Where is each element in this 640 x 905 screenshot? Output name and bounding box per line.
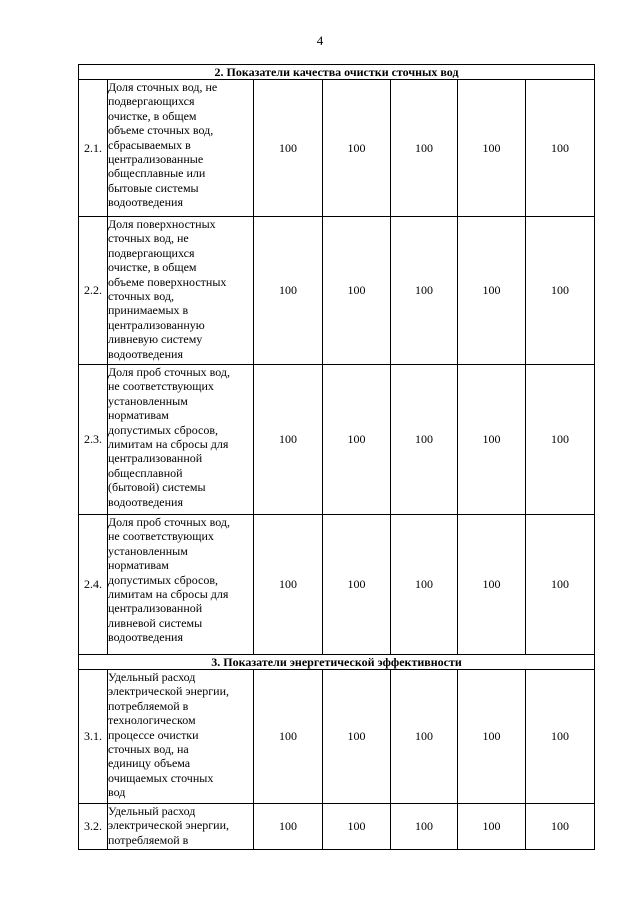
description-line: очистке, в общем [108,260,197,275]
description-line: водоотведения [108,346,183,361]
description-line: объеме сточных вод, [108,123,214,138]
indicator-value: 100 [526,804,595,850]
description-line: централизованной [108,451,203,466]
indicator-description [108,670,254,804]
description-line: процессе очистки [108,727,199,742]
description-line: Удельный расход [108,804,196,818]
indicator-value: 100 [526,365,595,515]
row-number: 2.4. [79,515,108,655]
indicator-value: 100 [323,365,391,515]
description-line: потребляемой в [108,698,189,713]
description-line: лимитам на сбросы для [108,587,229,602]
description-line: нормативам [108,558,169,573]
page-number: 4 [316,33,324,48]
description-line: нормативам [108,408,169,423]
description-line: ливневую систему [108,332,203,347]
description-line: установленным [108,393,188,408]
indicator-description [108,804,254,850]
description-line: бытовые системы [108,180,199,195]
description-line: сточных вод, [108,289,174,304]
indicator-value: 100 [391,217,458,365]
description-line: централизованную [108,317,205,332]
indicator-value: 100 [254,804,323,850]
indicator-value: 100 [391,804,458,850]
description-line: принимаемых в [108,303,189,318]
table-row [79,804,595,850]
description-line: Удельный расход [108,670,196,684]
indicator-description [108,217,254,365]
section-title: 2. Показатели качества очистки сточных вод [79,65,595,80]
indicator-value: 100 [323,80,391,217]
description-line: сбрасываемых в [108,137,191,152]
indicator-description [108,515,254,655]
indicator-value: 100 [323,804,391,850]
description-line: электрической энергии, [108,818,230,833]
indicator-value: 100 [323,217,391,365]
description-line: очистке, в общем [108,108,197,123]
description-line: не соответствующих [108,379,214,394]
section-header-row [79,65,595,80]
description-line: установленным [108,543,188,558]
description-line: технологическом [108,713,196,728]
indicator-value: 100 [391,80,458,217]
indicator-value: 100 [391,515,458,655]
indicator-value: 100 [391,670,458,804]
description-line: не соответствующих [108,529,214,544]
indicator-value: 100 [458,804,526,850]
indicator-value: 100 [458,80,526,217]
description-line: вод [108,785,126,800]
description-line: потребляемой в [108,832,189,847]
description-line: (бытовой) системы [108,480,206,495]
description-line: допустимых сбросов, [108,572,219,587]
row-number: 2.2. [79,217,108,365]
indicator-value: 100 [254,670,323,804]
description-line: Доля проб сточных вод, [108,515,231,529]
description-line: общесплавной [108,465,183,480]
indicator-value: 100 [458,515,526,655]
indicator-value: 100 [323,515,391,655]
table-row [79,80,595,217]
indicator-value: 100 [458,365,526,515]
description-line: общесплавные или [108,166,206,181]
indicators-table [78,64,595,850]
indicator-value: 100 [458,217,526,365]
row-number: 2.3. [79,365,108,515]
indicator-description [108,365,254,515]
section-title: 3. Показатели энергетической эффективности [79,655,595,670]
indicator-value: 100 [323,670,391,804]
description-line: лимитам на сбросы для [108,437,229,452]
section-header-row [79,655,595,670]
description-line: единицу объема [108,756,191,771]
row-number: 3.1. [79,670,108,804]
description-line: централизованные [108,152,204,167]
table-row [79,515,595,655]
indicator-value: 100 [526,515,595,655]
indicator-value: 100 [526,217,595,365]
description-line: водоотведения [108,494,183,509]
description-line: подвергающихся [108,245,195,260]
description-line: допустимых сбросов, [108,422,219,437]
description-line: сточных вод, на [108,742,189,757]
table-row [79,670,595,804]
description-line: водоотведения [108,630,183,645]
description-line: очищаемых сточных [108,770,214,785]
description-line: Доля сточных вод, не [108,80,218,94]
indicator-value: 100 [254,365,323,515]
indicator-value: 100 [391,365,458,515]
description-line: электрической энергии, [108,684,230,699]
table-row [79,217,595,365]
description-line: Доля проб сточных вод, [108,365,231,379]
row-number: 3.2. [79,804,108,850]
indicator-description [108,80,254,217]
description-line: водоотведения [108,195,183,210]
indicator-value: 100 [526,80,595,217]
description-line: централизованной [108,601,203,616]
table-row [79,365,595,515]
indicator-value: 100 [526,670,595,804]
row-number: 2.1. [79,80,108,217]
description-line: Доля поверхностных [108,217,216,231]
indicator-value: 100 [458,670,526,804]
description-line: объеме поверхностных [108,274,227,289]
indicator-value: 100 [254,515,323,655]
description-line: подвергающихся [108,94,195,109]
description-line: ливневой системы [108,615,203,630]
description-line: сточных вод, не [108,231,189,246]
indicator-value: 100 [254,217,323,365]
indicator-value: 100 [254,80,323,217]
